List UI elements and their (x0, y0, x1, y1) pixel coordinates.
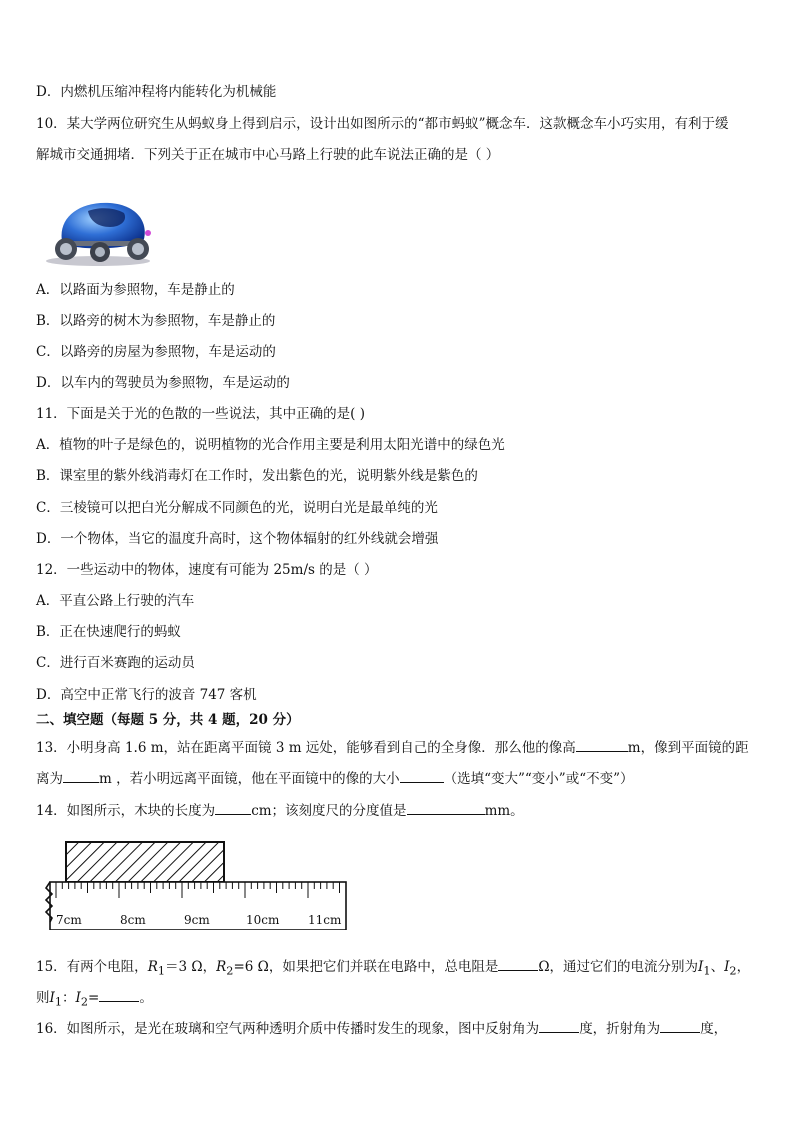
q10-option-b: B．以路旁的树木为参照物，车是静止的 (36, 313, 276, 329)
wooden-block (66, 842, 224, 882)
q15-text-4: Ω，通过它们的电流分别为 (538, 959, 699, 975)
q16-blank-reflection-angle[interactable] (539, 1018, 579, 1033)
ruler-label-9: 9cm (184, 913, 210, 927)
q13-text-5: （选填“变大”“变小”或“不变”） (443, 771, 634, 787)
q10-option-a: A．以路面为参照物，车是静止的 (36, 282, 235, 298)
q14-blank-length[interactable] (215, 800, 251, 815)
q14-line (36, 800, 764, 821)
q9-option-d: D．内燃机压缩冲程将内能转化为机械能 (36, 84, 277, 100)
q12-option-d: D．高空中正常飞行的波音 747 客机 (36, 687, 257, 703)
q14-text-1: 14．如图所示，木块的长度为 (36, 803, 216, 819)
q12-option-b: B．正在快速爬行的蚂蚁 (36, 624, 181, 640)
q15-var-i1: I (698, 959, 704, 975)
q11-option-d: D．一个物体，当它的温度升高时，这个物体辐射的红外线就会增强 (36, 531, 439, 547)
ruler-label-8: 8cm (120, 913, 146, 927)
q12-option-c: C．进行百米赛跑的运动员 (36, 655, 195, 671)
q15-line1 (36, 956, 764, 982)
q15-var-r1: R (147, 959, 158, 975)
q15-ratio-i2: I (75, 990, 81, 1006)
q15-ratio-sub2: 2 (80, 995, 89, 1009)
q12-stem: 12．一些运动中的物体，速度有可能为 25m/s 的是（ ） (36, 562, 378, 578)
q15-sub-1: 1 (157, 964, 166, 978)
q13-text-2: m，像到平面镜的距 (627, 740, 749, 756)
q15-var-i2: I (724, 959, 730, 975)
q15-sub-i1: 1 (703, 964, 711, 978)
q15-ratio-i1: I (49, 990, 55, 1006)
ruler-figure (44, 838, 354, 930)
q10-stem-line2: 解城市交通拥堵．下列关于正在城市中心马路上行驶的此车说法正确的是（ ） (36, 147, 500, 163)
q15-text-2: ＝3 Ω， (165, 959, 217, 975)
q15-text-1: 15．有两个电阻， (36, 959, 148, 975)
q11-option-a: A．植物的叶子是绿色的，说明植物的光合作用主要是利用太阳光谱中的绿色光 (36, 437, 505, 453)
q15-text-7: 则 (36, 990, 50, 1006)
ruler-label-11: 11cm (308, 913, 342, 927)
q14-text-2: cm；该刻度尺的分度值是 (251, 803, 407, 819)
q15-var-r2: R (216, 959, 227, 975)
q15-blank-total-resistance[interactable] (498, 956, 538, 971)
q15-ratio-sub1: 1 (54, 995, 63, 1009)
q11-option-c: C．三棱镜可以把白光分解成不同颜色的光，说明白光是最单纯的光 (36, 500, 438, 516)
q13-text-4: m ，若小明远离平面镜，他在平面镜中的像的大小 (99, 771, 400, 787)
q16-blank-refraction-angle[interactable] (660, 1018, 700, 1033)
q15-text-6: ， (736, 959, 751, 975)
q10-option-d: D．以车内的驾驶员为参照物，车是运动的 (36, 375, 290, 391)
section-fill-in-heading: 二、填空题（每题 5 分，共 4 题，20 分） (36, 712, 300, 728)
q13-blank-distance[interactable] (63, 768, 99, 783)
q10-option-c: C．以路旁的房屋为参照物，车是运动的 (36, 344, 276, 360)
q13-text-3: 离为 (36, 771, 63, 787)
q15-text-5: 、 (710, 959, 725, 975)
q14-blank-division[interactable] (407, 800, 485, 815)
q13-blank-image-height[interactable] (576, 737, 628, 752)
q15-blank-current-ratio[interactable] (99, 987, 139, 1002)
q11-stem: 11．下面是关于光的色散的一些说法，其中正确的是( ) (36, 406, 366, 422)
q13-line2 (36, 768, 764, 789)
q16-text-2: 度，折射角为 (579, 1021, 661, 1037)
q15-text-10: 。 (139, 990, 153, 1006)
q11-option-b: B．课室里的紫外线消毒灯在工作时，发出紫色的光，说明紫外线是紫色的 (36, 468, 478, 484)
ruler-label-7: 7cm (56, 913, 82, 927)
q13-blank-size-change[interactable] (400, 768, 444, 783)
q14-text-3: mm。 (484, 803, 524, 819)
q15-sub-2: 2 (226, 964, 234, 978)
q15-text-3: =6 Ω，如果把它们并联在电路中，总电阻是 (233, 959, 499, 975)
q15-text-8: ： (62, 990, 76, 1006)
q15-line2 (36, 987, 764, 1013)
q13-text-1: 13．小明身高 1.6 m，站在距离平面镜 3 m 远处，能够看到自己的全身像．那么他的像高 (36, 740, 576, 756)
q15-sub-i2: 2 (729, 964, 737, 978)
q15-text-9: = (88, 990, 100, 1006)
concept-car-image (40, 197, 158, 267)
q16-text-1: 16．如图所示，是光在玻璃和空气两种透明介质中传播时发生的现象，图中反射角为 (36, 1021, 540, 1037)
q10-stem-line1: 10．某大学两位研究生从蚂蚁身上得到启示，设计出如图所示的“都市蚂蚁”概念车．这款概念车小巧实用，有利于缓 (36, 116, 729, 132)
ruler-label-10: 10cm (246, 913, 280, 927)
q16-line (36, 1018, 764, 1039)
q16-text-3: 度， (700, 1021, 728, 1037)
q12-option-a: A．平直公路上行驶的汽车 (36, 593, 195, 609)
q13-line1 (36, 737, 764, 758)
